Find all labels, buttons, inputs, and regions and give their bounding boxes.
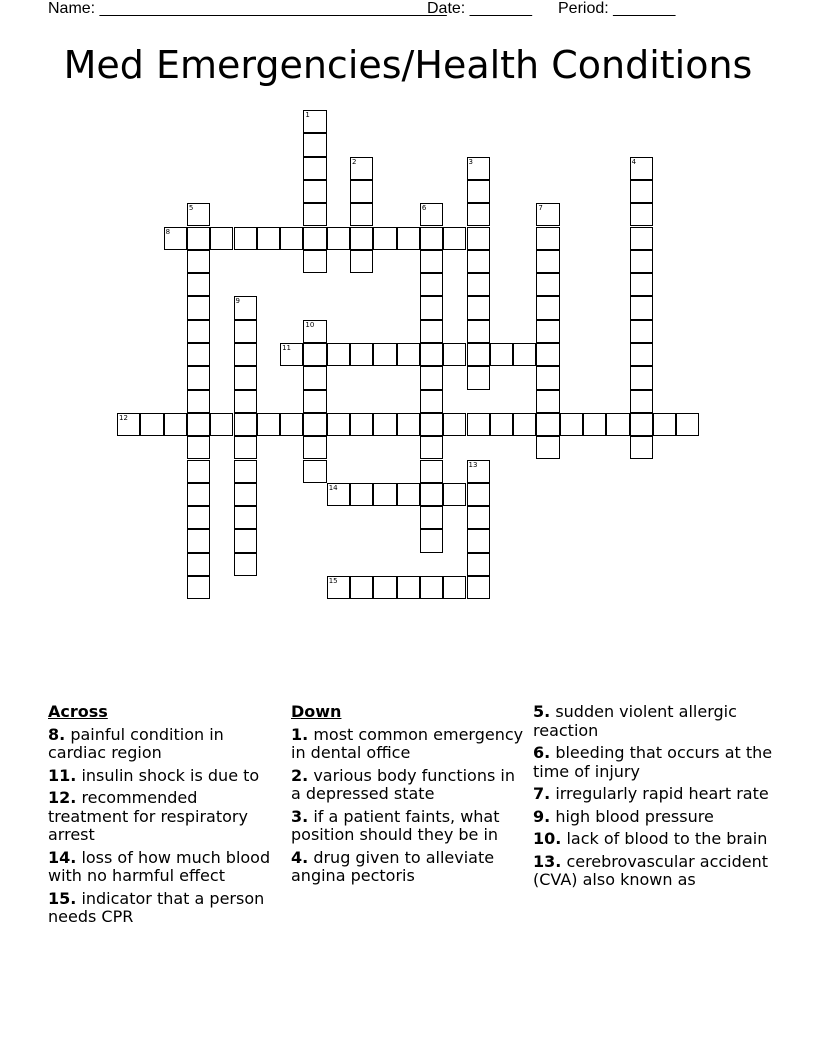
crossword-cell[interactable] (397, 343, 420, 366)
crossword-cell[interactable] (327, 343, 350, 366)
crossword-cell[interactable] (420, 320, 443, 343)
crossword-cell[interactable] (303, 250, 326, 273)
crossword-cell[interactable] (630, 413, 653, 436)
across-clues (48, 703, 280, 931)
crossword-cell[interactable] (187, 227, 210, 250)
crossword-cell[interactable] (420, 366, 443, 389)
crossword-cell[interactable] (420, 343, 443, 366)
crossword-cell[interactable] (490, 413, 513, 436)
crossword-cell[interactable] (303, 413, 326, 436)
clue-across-8: 8. painful condition in cardiac region (48, 724, 224, 762)
crossword-cell[interactable] (350, 413, 373, 436)
crossword-cell[interactable] (234, 413, 257, 436)
crossword-cell[interactable] (653, 413, 676, 436)
crossword-cell[interactable] (467, 203, 490, 226)
across-heading: Across (48, 702, 108, 721)
crossword-cell[interactable] (630, 227, 653, 250)
page-title: Med Emergencies/Health Conditions (63, 43, 753, 87)
crossword-cell[interactable] (234, 506, 257, 529)
crossword-cell[interactable] (187, 506, 210, 529)
crossword-cell[interactable] (234, 296, 257, 319)
crossword-cell[interactable] (536, 366, 559, 389)
clue-down-2: 2. various body functions in a depressed state (291, 765, 515, 803)
crossword-cell[interactable] (536, 203, 559, 226)
crossword-cell[interactable] (187, 273, 210, 296)
crossword-cell[interactable] (630, 343, 653, 366)
clue-number: 12 (119, 413, 128, 422)
clue-number: 15 (328, 577, 338, 585)
crossword-cell[interactable] (606, 413, 629, 436)
crossword-cell[interactable] (443, 343, 466, 366)
crossword-cell[interactable] (234, 436, 257, 459)
down-heading: Down (291, 702, 342, 721)
crossword-cell[interactable] (467, 227, 490, 250)
crossword-cell[interactable] (420, 506, 443, 529)
crossword-cell[interactable] (350, 157, 373, 180)
crossword-cell[interactable] (536, 227, 559, 250)
crossword-cell[interactable] (280, 227, 303, 250)
crossword-cell[interactable] (210, 413, 233, 436)
crossword-cell[interactable] (536, 343, 559, 366)
crossword-cell[interactable] (234, 553, 257, 576)
down-clues-continued (533, 703, 773, 894)
crossword-cell[interactable] (280, 413, 303, 436)
crossword-cell[interactable] (303, 366, 326, 389)
date-field: Date: _______ (427, 0, 532, 17)
crossword-cell[interactable] (187, 413, 210, 436)
crossword-cell[interactable] (420, 273, 443, 296)
crossword-cell[interactable] (234, 320, 257, 343)
clue-across-11: 11. insulin shock is due to (48, 765, 260, 785)
crossword-cell[interactable] (303, 227, 326, 250)
crossword-cell[interactable] (303, 343, 326, 366)
crossword-cell[interactable] (467, 413, 490, 436)
crossword-cell[interactable] (373, 343, 396, 366)
crossword-cell[interactable] (373, 227, 396, 250)
crossword-cell[interactable] (187, 576, 210, 599)
crossword-cell[interactable] (630, 390, 653, 413)
crossword-cell[interactable] (536, 250, 559, 273)
crossword-cell[interactable] (420, 576, 443, 599)
crossword-cell[interactable] (467, 460, 490, 483)
crossword-cell[interactable] (373, 483, 396, 506)
crossword-cell[interactable] (350, 203, 373, 226)
crossword-cell[interactable] (234, 366, 257, 389)
crossword-cell[interactable] (187, 343, 210, 366)
crossword-cell[interactable] (327, 576, 350, 599)
crossword-cell[interactable] (187, 390, 210, 413)
crossword-cell[interactable] (630, 157, 653, 180)
crossword-cell[interactable] (420, 529, 443, 552)
crossword-cell[interactable] (234, 343, 257, 366)
crossword-cell[interactable] (467, 343, 490, 366)
crossword-cell[interactable] (420, 296, 443, 319)
crossword-cell[interactable] (234, 390, 257, 413)
crossword-cell[interactable] (327, 483, 350, 506)
crossword-cell[interactable] (490, 343, 513, 366)
crossword-cell[interactable] (536, 390, 559, 413)
crossword-cell[interactable] (443, 227, 466, 250)
crossword-cell[interactable] (210, 227, 233, 250)
clue-number: 6 (421, 204, 427, 213)
clue-across-14: 14. loss of how much blood with no harmful effect (48, 847, 271, 885)
crossword-cell[interactable] (443, 413, 466, 436)
crossword-cell[interactable] (420, 460, 443, 483)
crossword-cell[interactable] (513, 413, 536, 436)
clue-number: 13 (468, 460, 478, 469)
crossword-cell[interactable] (536, 273, 559, 296)
crossword-cell[interactable] (467, 483, 490, 506)
crossword-cell[interactable] (443, 576, 466, 599)
crossword-cell[interactable] (164, 227, 187, 250)
crossword-cell[interactable] (234, 460, 257, 483)
crossword-cell[interactable] (536, 413, 559, 436)
crossword-cell[interactable] (187, 483, 210, 506)
crossword-cell[interactable] (630, 436, 653, 459)
crossword-cell[interactable] (234, 483, 257, 506)
crossword-cell[interactable] (536, 320, 559, 343)
crossword-cell[interactable] (303, 320, 326, 343)
down-clues (291, 703, 527, 890)
crossword-cell[interactable] (303, 436, 326, 459)
crossword-cell[interactable] (187, 366, 210, 389)
crossword-cell[interactable] (560, 413, 583, 436)
crossword-cell[interactable] (420, 483, 443, 506)
clue-number: 5 (188, 204, 194, 213)
crossword-cell[interactable] (467, 576, 490, 599)
clue-number: 9 (235, 297, 240, 306)
crossword-cell[interactable] (397, 413, 420, 436)
crossword-cell[interactable] (467, 250, 490, 273)
crossword-cell[interactable] (327, 227, 350, 250)
crossword-cell[interactable] (303, 133, 326, 156)
crossword-cell[interactable] (536, 436, 559, 459)
crossword-cell[interactable] (187, 296, 210, 319)
crossword-cell[interactable] (467, 553, 490, 576)
clue-number: 2 (352, 157, 357, 166)
clue-number: 7 (538, 204, 543, 213)
crossword-cell[interactable] (467, 320, 490, 343)
crossword-cell[interactable] (420, 390, 443, 413)
crossword-cell[interactable] (234, 529, 257, 552)
crossword-cell[interactable] (187, 203, 210, 226)
crossword-cell[interactable] (303, 390, 326, 413)
crossword-cell[interactable] (303, 180, 326, 203)
clue-across-12: 12. recommended treatment for respiratory arrest (48, 788, 248, 844)
clue-down-13: 13. cerebrovascular accident (CVA) also known as (533, 851, 769, 889)
clue-down-7: 7. irregularly rapid heart rate (533, 784, 769, 803)
crossword-cell[interactable] (513, 343, 536, 366)
crossword-cell[interactable] (467, 180, 490, 203)
clue-number: 3 (468, 157, 473, 166)
crossword-cell[interactable] (420, 250, 443, 273)
crossword-cell[interactable] (373, 413, 396, 436)
clue-number: 1 (305, 111, 310, 119)
clue-number: 8 (165, 227, 171, 236)
crossword-cell[interactable] (350, 483, 373, 506)
name-field: Name: _______________________________________ (48, 0, 447, 17)
crossword-cell[interactable] (350, 227, 373, 250)
crossword-cell[interactable] (583, 413, 606, 436)
crossword-cell[interactable] (327, 413, 350, 436)
crossword-cell[interactable] (536, 296, 559, 319)
crossword-cell[interactable] (397, 483, 420, 506)
crossword-cell[interactable] (630, 180, 653, 203)
crossword-cell[interactable] (187, 436, 210, 459)
crossword-cell[interactable] (117, 413, 140, 436)
crossword-cell[interactable] (420, 227, 443, 250)
crossword-cell[interactable] (420, 203, 443, 226)
period-field: Period: _______ (558, 0, 676, 17)
crossword-cell[interactable] (350, 250, 373, 273)
crossword-cell[interactable] (164, 413, 187, 436)
clue-number: 14 (328, 483, 338, 492)
crossword-cell[interactable] (257, 227, 280, 250)
crossword-cell[interactable] (350, 343, 373, 366)
crossword-cell[interactable] (630, 273, 653, 296)
crossword-cell[interactable] (187, 320, 210, 343)
crossword-cell[interactable] (397, 227, 420, 250)
crossword-cell[interactable] (187, 460, 210, 483)
crossword-cell[interactable] (630, 203, 653, 226)
crossword-cell[interactable] (397, 576, 420, 599)
crossword-cell[interactable] (280, 343, 303, 366)
clue-number: 4 (631, 157, 637, 166)
crossword-cell[interactable] (303, 157, 326, 180)
crossword-cell[interactable] (420, 413, 443, 436)
crossword-cell[interactable] (234, 227, 257, 250)
crossword-cell[interactable] (350, 576, 373, 599)
crossword-cell[interactable] (630, 250, 653, 273)
crossword-cell[interactable] (187, 529, 210, 552)
crossword-cell[interactable] (257, 413, 280, 436)
crossword-cell[interactable] (443, 483, 466, 506)
crossword-cell[interactable] (350, 180, 373, 203)
clue-down-6: 6. bleeding that occurs at the time of injury (533, 743, 773, 781)
clue-down-1: 1. most common emergency in dental office (291, 724, 524, 762)
crossword-cell[interactable] (303, 110, 326, 133)
clue-down-5: 5. sudden violent allergic reaction (533, 702, 737, 740)
clue-down-3: 3. if a patient faints, what position should they be in (291, 806, 500, 844)
clue-number: 11 (282, 344, 292, 352)
crossword-cell[interactable] (467, 366, 490, 389)
crossword-cell[interactable] (420, 436, 443, 459)
crossword-cell[interactable] (467, 529, 490, 552)
crossword-cell[interactable] (467, 157, 490, 180)
crossword-cell[interactable] (373, 576, 396, 599)
crossword-cell[interactable] (303, 203, 326, 226)
crossword-cell[interactable] (187, 553, 210, 576)
crossword-cell[interactable] (676, 413, 699, 436)
clue-number: 10 (305, 320, 315, 329)
clue-across-15: 15. indicator that a person needs CPR (48, 888, 265, 926)
crossword-cell[interactable] (630, 320, 653, 343)
crossword-cell[interactable] (630, 296, 653, 319)
clue-down-10: 10. lack of blood to the brain (533, 829, 768, 848)
clue-down-9: 9. high blood pressure (533, 806, 714, 826)
crossword-cell[interactable] (303, 460, 326, 483)
crossword-cell[interactable] (467, 506, 490, 529)
clue-down-4: 4. drug given to alleviate angina pectoris (291, 847, 495, 885)
crossword-cell[interactable] (467, 296, 490, 319)
crossword-cell[interactable] (140, 413, 163, 436)
crossword-cell[interactable] (187, 250, 210, 273)
crossword-cell[interactable] (630, 366, 653, 389)
crossword-cell[interactable] (467, 273, 490, 296)
